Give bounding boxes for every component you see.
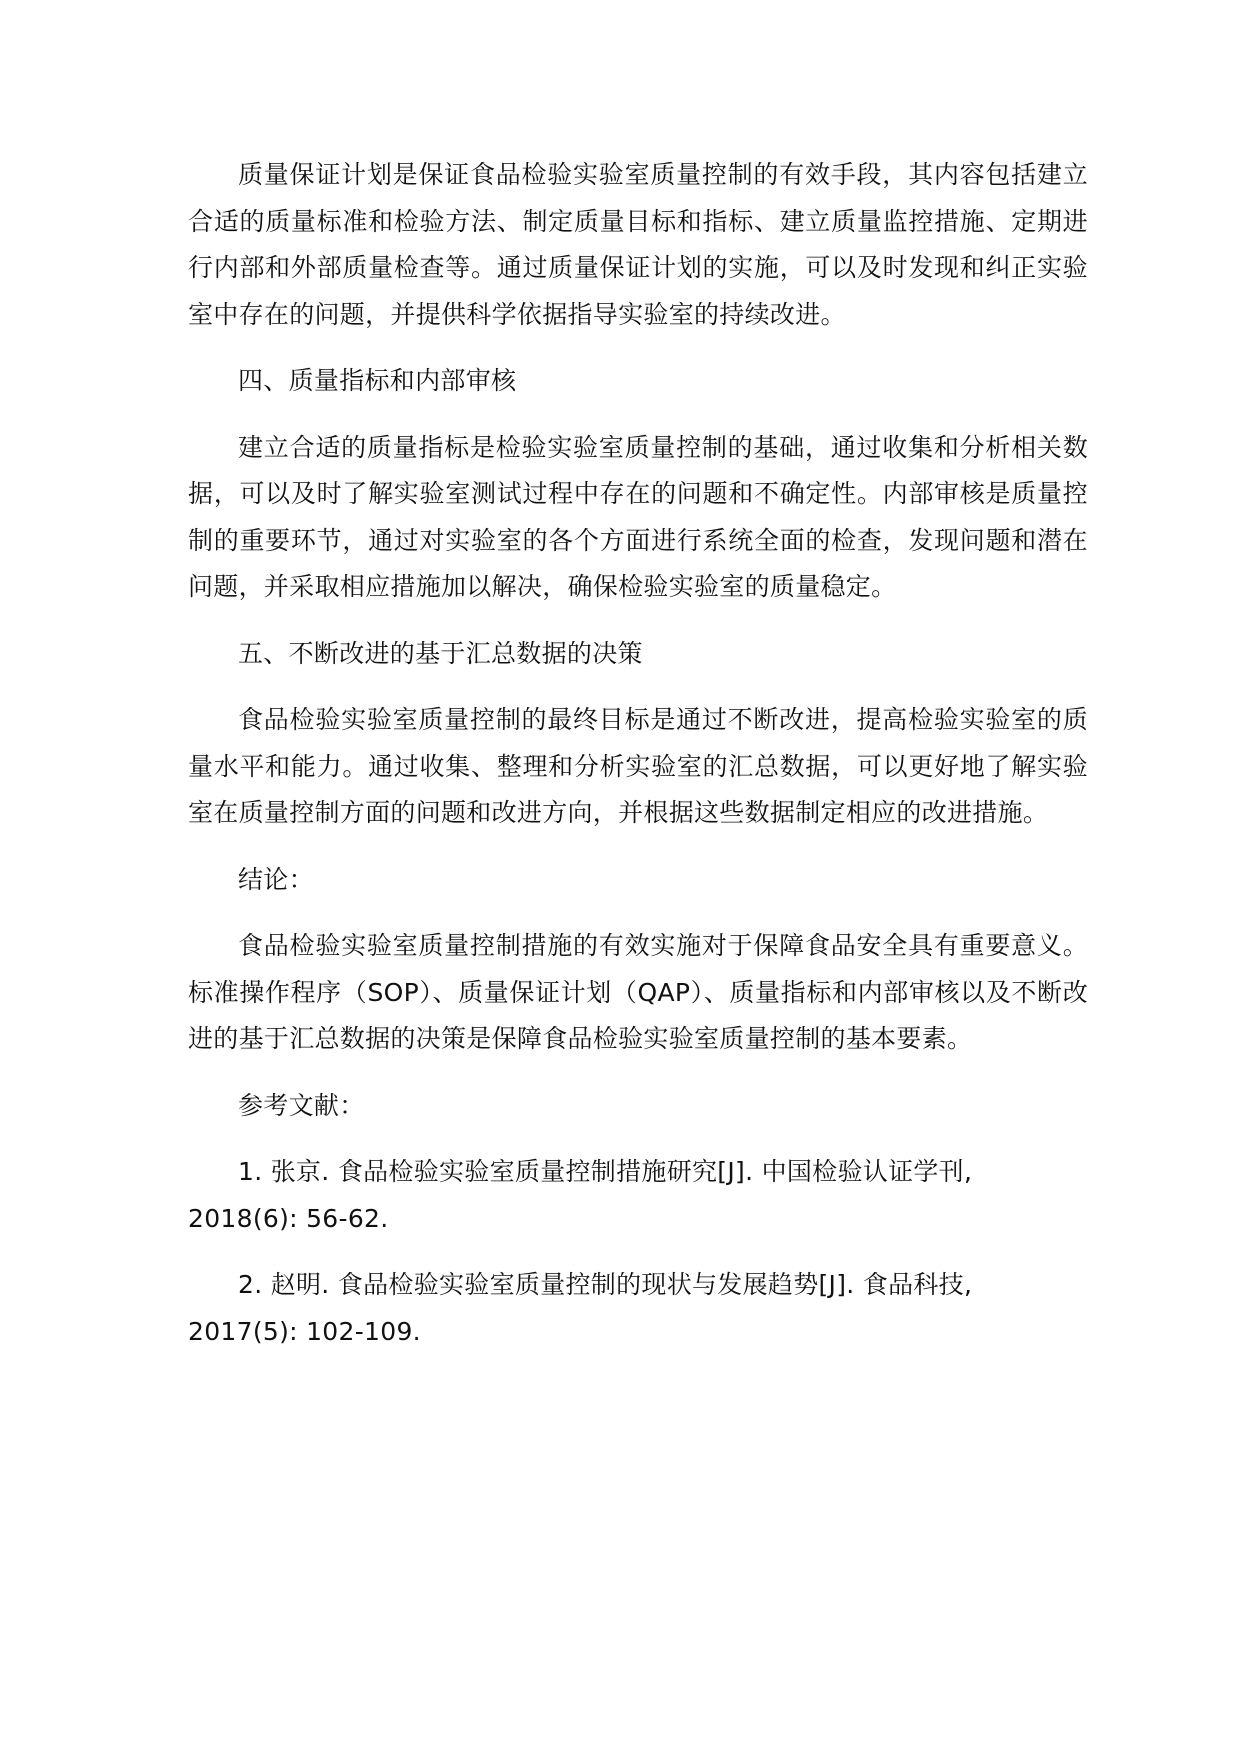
paragraph-conclusion: 食品检验实验室质量控制措施的有效实施对于保障食品安全具有重要意义。标准操作程序（SOP）、质量保证计划（QAP）、质量指标和内部审核以及不断改进的基于汇总数据的决策是保障食品检验实验室质量控制的基本要素。 [188, 931, 1088, 1053]
section-5-heading: 五、不断改进的基于汇总数据的决策 [238, 638, 643, 668]
document-body [188, 152, 1088, 1375]
paragraph-qap: 质量保证计划是保证食品检验实验室质量控制的有效手段，其内容包括建立合适的质量标准和检验方法、制定质量目标和指标、建立质量监控措施、定期进行内部和外部质量检查等。通过质量保证计划的实施，可以及时发现和纠正实验室中存在的问题，并提供科学依据指导实验室的持续改进。 [188, 160, 1088, 329]
conclusion-heading: 结论： [238, 864, 314, 894]
paragraph-section-5: 食品检验实验室质量控制的最终目标是通过不断改进，提高检验实验室的质量水平和能力。通过收集、整理和分析实验室的汇总数据，可以更好地了解实验室在质量控制方面的问题和改进方向，并根据这些数据制定相应的改进措施。 [188, 705, 1088, 827]
paragraph-section-4: 建立合适的质量指标是检验实验室质量控制的基础，通过收集和分析相关数据，可以及时了解实验室测试过程中存在的问题和不确定性。内部审核是质量控制的重要环节，通过对实验室的各个方面进行系统全面的检查，发现问题和潜在问题，并采取相应措施加以解决，确保检验实验室的质量稳定。 [188, 432, 1088, 601]
reference-item: 1. 张京. 食品检验实验室质量控制措施研究[J]. 中国检验认证学刊, 2018(6): 56-62. [188, 1157, 973, 1233]
reference-item: 2. 赵明. 食品检验实验室质量控制的现状与发展趋势[J]. 食品科技, 2017(5): 102-109. [188, 1270, 973, 1346]
references-heading: 参考文献： [238, 1090, 365, 1120]
section-4-heading: 四、质量指标和内部审核 [238, 366, 517, 395]
